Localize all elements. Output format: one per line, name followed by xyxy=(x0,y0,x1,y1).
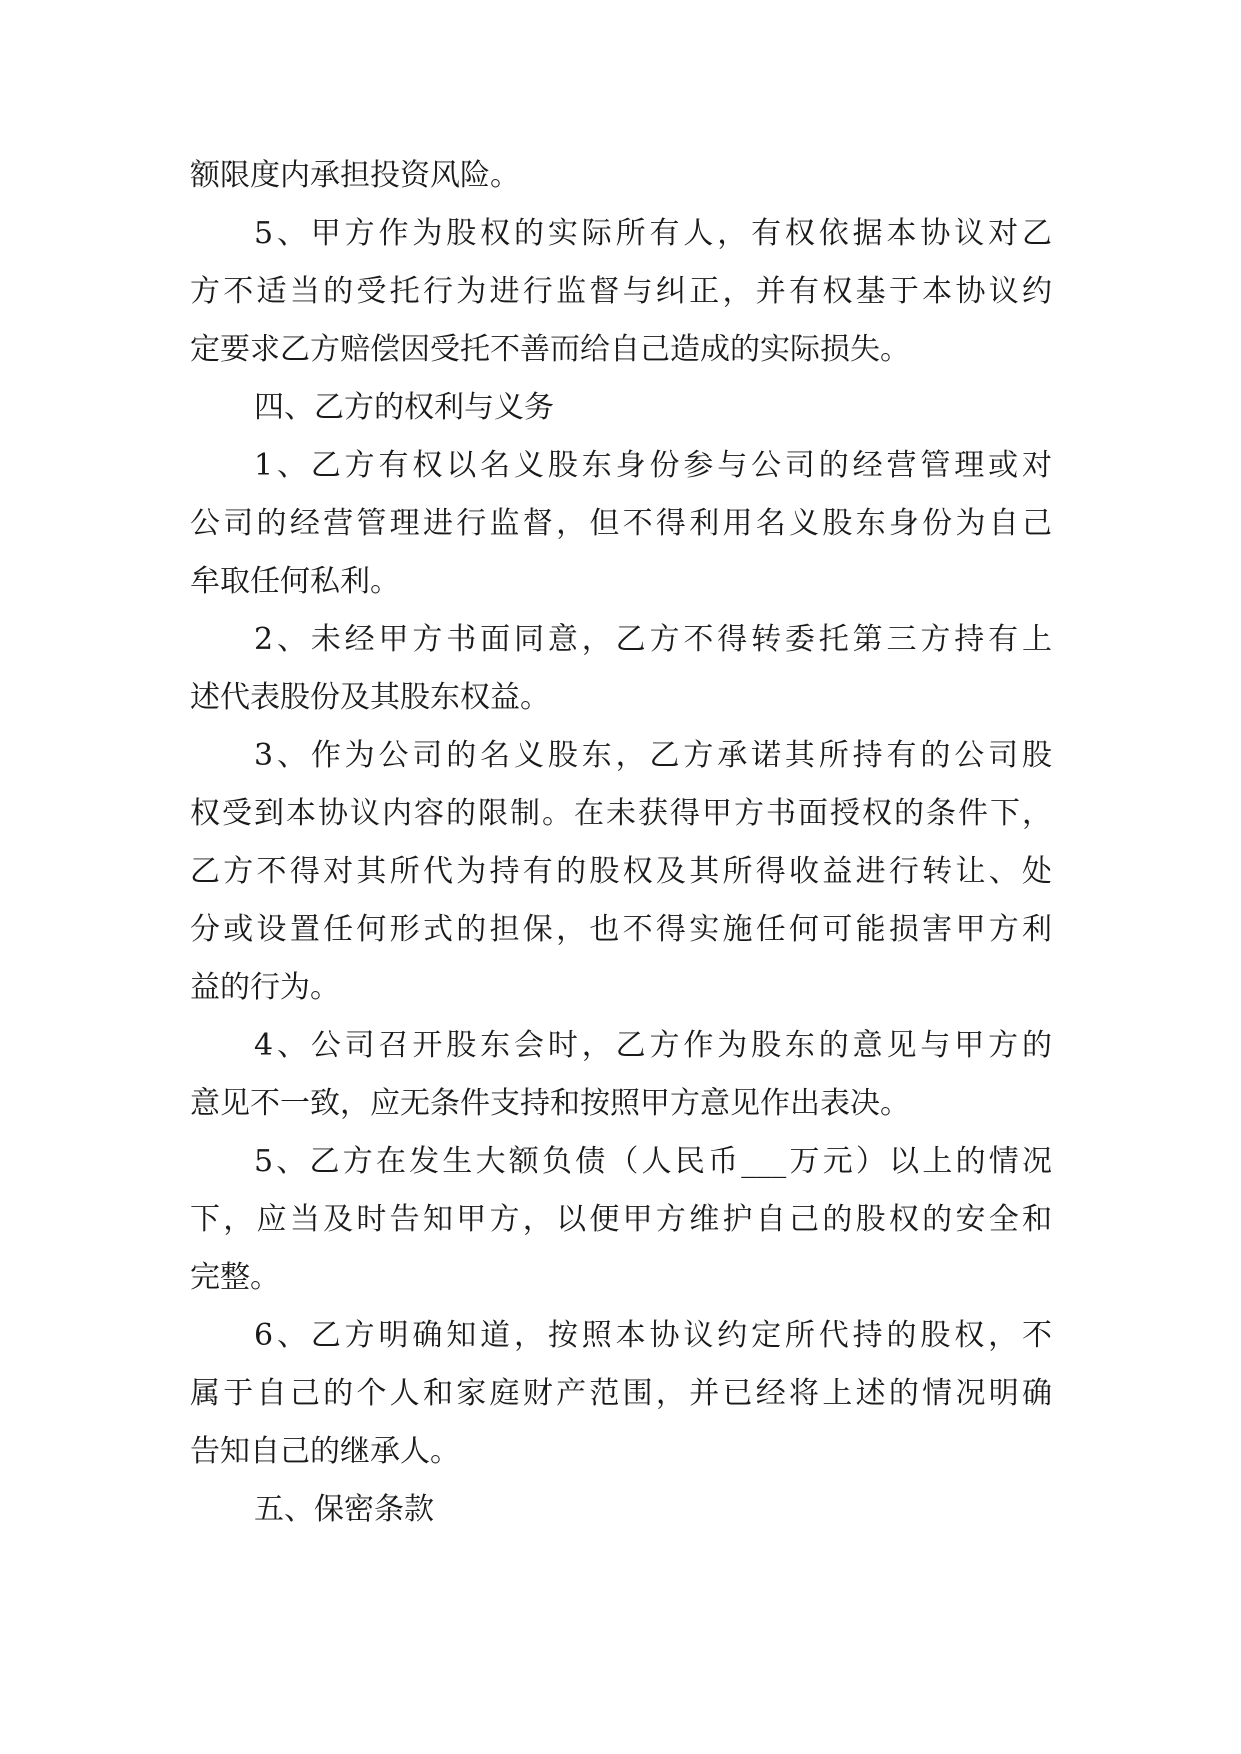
paragraph xyxy=(190,1133,1052,1307)
text-line: 公司的经营管理进行监督，但不得利用名义股东身份为自己 xyxy=(190,506,1052,541)
text-line: 述代表股份及其股东权益。 xyxy=(190,680,550,715)
text-line: 四、乙方的权利与义务 xyxy=(254,390,554,425)
paragraph xyxy=(190,727,1052,1017)
paragraph xyxy=(190,1307,1052,1481)
text-line: 益的行为。 xyxy=(190,970,340,1005)
text-line: 五、保密条款 xyxy=(254,1492,434,1527)
text-line: 方不适当的受托行为进行监督与纠正，并有权基于本协议约 xyxy=(190,274,1052,309)
paragraph xyxy=(190,1481,1052,1539)
text-line: 属于自己的个人和家庭财产范围，并已经将上述的情况明确 xyxy=(190,1376,1052,1411)
text-line: 5、乙方在发生大额负债（人民币___万元）以上的情况 xyxy=(254,1144,1052,1179)
paragraph xyxy=(190,205,1052,379)
text-line: 2、未经甲方书面同意，乙方不得转委托第三方持有上 xyxy=(254,622,1052,657)
text-line: 4、公司召开股东会时，乙方作为股东的意见与甲方的 xyxy=(254,1028,1052,1063)
paragraph xyxy=(190,1017,1052,1133)
paragraph xyxy=(190,379,1052,437)
text-line: 告知自己的继承人。 xyxy=(190,1434,460,1469)
paragraph xyxy=(190,147,1052,205)
text-line: 完整。 xyxy=(190,1260,280,1295)
text-line: 额限度内承担投资风险。 xyxy=(190,158,520,193)
text-line: 6、乙方明确知道，按照本协议约定所代持的股权，不 xyxy=(254,1318,1052,1353)
text-line: 牟取任何私利。 xyxy=(190,564,400,599)
paragraph xyxy=(190,611,1052,727)
document-page xyxy=(190,147,1052,1539)
text-line: 5、甲方作为股权的实际所有人，有权依据本协议对乙 xyxy=(254,216,1052,251)
text-line: 3、作为公司的名义股东，乙方承诺其所持有的公司股 xyxy=(254,738,1052,773)
paragraph xyxy=(190,437,1052,611)
text-line: 乙方不得对其所代为持有的股权及其所得收益进行转让、处 xyxy=(190,854,1052,889)
text-line: 1、乙方有权以名义股东身份参与公司的经营管理或对 xyxy=(254,448,1052,483)
text-line: 分或设置任何形式的担保，也不得实施任何可能损害甲方利 xyxy=(190,912,1052,947)
text-line: 下，应当及时告知甲方，以便甲方维护自己的股权的安全和 xyxy=(190,1202,1052,1237)
text-line: 定要求乙方赔偿因受托不善而给自己造成的实际损失。 xyxy=(190,332,910,367)
text-line: 权受到本协议内容的限制。在未获得甲方书面授权的条件下， xyxy=(190,796,1052,831)
text-line: 意见不一致，应无条件支持和按照甲方意见作出表决。 xyxy=(190,1086,910,1121)
